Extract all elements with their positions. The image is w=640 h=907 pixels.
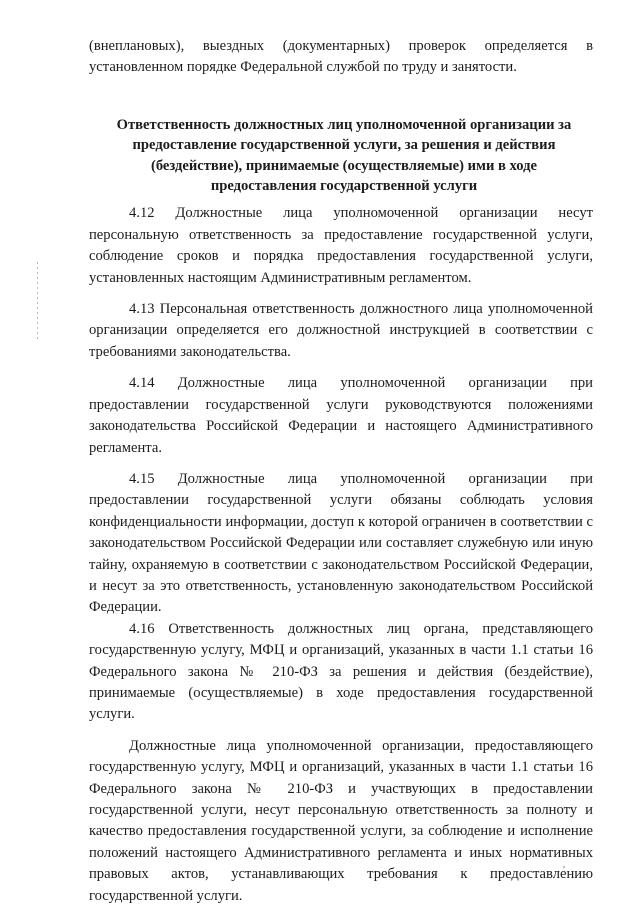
paragraph-4-14: 4.14 Должностные лица уполномоченной организации при предоставлении государственной услуги руководствуются положениями законодательства Российской Федерации и настоящего Административного регламента. bbox=[89, 375, 593, 456]
paragraph-4-13: 4.13 Персональная ответственность должностного лица уполномоченной организации определяется его должностной инструкцией в соответствии с требованиями законодательства. bbox=[89, 301, 593, 360]
section-heading: Ответственность должностных лиц уполномоченной организации за предоставление государственной услуги, за решения и действия (бездействие), принимаемые (осуществляемые) ими в ходе предоставления государственной услуги bbox=[116, 116, 572, 195]
document-page bbox=[89, 36, 593, 907]
intro-paragraph: (внеплановых), выездных (документарных) проверок определяется в установленном порядке Федеральной службой по труду и занятости. bbox=[89, 38, 593, 76]
paragraph-officials-responsibility: Должностные лица уполномоченной организации, предоставляющего государственную услугу, МФЦ и организаций, указанных в части 1.1 статьи 16 Федерального закона № 210-ФЗ и участвующих в предоставлении государственной услуги, несут персональную ответственность за полноту и качество предоставления государственной услуги, за соблюдение и исполнение положений настоящего Административного регламента и иных нормативных правовых актов, устанавливающих требования к предоставлению государственной услуги. bbox=[89, 737, 593, 904]
paragraph-4-16: 4.16 Ответственность должностных лиц органа, представляющего государственную услугу, МФЦ и организаций, указанных в части 1.1 статьи 16 Федерального закона № 210-ФЗ за решения и действия (бездействие), принимаемые (осуществляемые) в ходе предоставления государственной услуги. bbox=[89, 620, 593, 723]
scan-artifact-mark bbox=[37, 262, 38, 342]
paragraph-4-12: 4.12 Должностные лица уполномоченной организации несут персональную ответственность за предоставление государственной услуги, соблюдение сроков и порядка предоставления государственной услуги, установленных настоящим Административным регламентом. bbox=[89, 205, 593, 286]
paragraph-4-15: 4.15 Должностные лица уполномоченной организации при предоставлении государственной услуги обязаны соблюдать условия конфиденциальности информации, доступ к которой ограничен в соответствии с законодательством Российской Федерации или составляет служебную или иную тайну, охраняемую в соответствии с законодательством Российской Федерации, и несут за это ответственность, установленную законодательством Российской Федерации. bbox=[89, 470, 593, 616]
